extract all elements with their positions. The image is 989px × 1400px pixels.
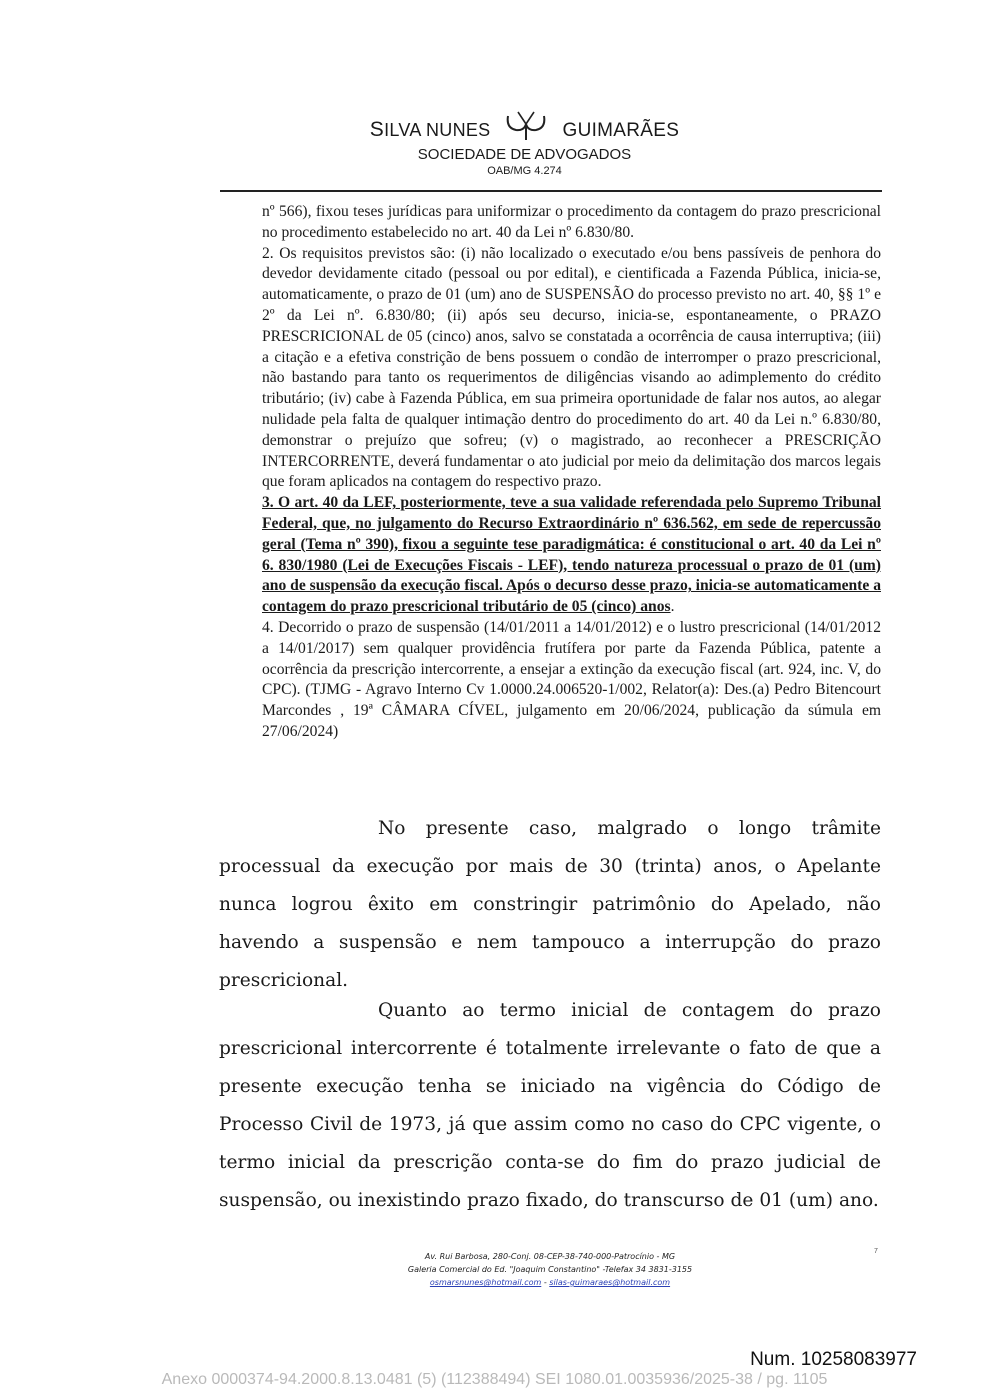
- quote-paragraph-1: 2. Os requisitos previstos são: (i) não localizado o executado e/ou bens passíveis de penhora do devedor devidamente citado (pessoal ou por edital), e cientificada a Fazenda Pública, inicia-se, automaticamente, o prazo de 01 (um) ano de SUSPENSÃO do processo previsto no art. 40, §§ 1º e 2º da Lei nº. 6.830/80; (ii) após seu decurso, inicia-se, espontaneamente, o PRAZO PRESCRICIONAL de 05 (cinco) anos, salvo se constatada a ocorrência de causa interruptiva; (iii) a citação e a efetiva constrição de bens possuem o condão de interromper o prazo prescricional, não bastando para tanto os requerimentos de diligências visando ao adimplemento do crédito tributário; (iv) cabe à Fazenda Pública, em sua primeira oportunidade de falar nos autos, ao alegar nulidade pela falta de qualquer intimação dentro do procedimento do art. 40 da Lei n.º 6.830/80, demonstrar o prejuízo que sofreu; (v) o magistrado, ao reconhecer a PRESCRIÇÃO INTERCORRENTE, deverá fundamentar o ato judicial por meio da delimitação dos marcos legais que foram aplicados na contagem do respectivo prazo.: [262, 244, 881, 491]
- quote-emphasis: 3. O art. 40 da LEF, posteriormente, teve a sua validade referendada pelo Supremo Tribunal Federal, que, no julgamento do Recurso Extraordinário nº 636.562, em sede de repercussão geral (Tema nº 390), fixou a seguinte tese paradigmática: é constitucional o art. 40 da Lei nº 6. 830/1980 (Lei de Execuções Fiscais - LEF), tendo natureza processual o prazo de 01 (um) ano de suspensão da execução fiscal. Após o decurso desse prazo, inicia-se automaticamente a contagem do prazo prescricional tributário de 05 (cinco) anos: [262, 494, 881, 616]
- firm-name-right: GUIMARÃES: [562, 120, 680, 141]
- firm-name-left: SILVA NUNES: [369, 118, 491, 141]
- footer-email-2[interactable]: silas-guimaraes@hotmail.com: [549, 1278, 671, 1287]
- body-paragraph-2: [219, 992, 881, 1220]
- footer-email-separator: -: [541, 1278, 550, 1287]
- footer-emails: [300, 1276, 800, 1289]
- quote-paragraph-2: [262, 493, 881, 618]
- footer-email-1[interactable]: osmarsnunes@hotmail.com: [429, 1278, 542, 1287]
- firm-logo-mark-icon: [504, 108, 548, 142]
- footer-address: Av. Rui Barbosa, 280-Conj. 08-CEP-38-740-000-Patrocínio - MG: [424, 1252, 676, 1261]
- quote-paragraph-0: nº 566), fixou teses jurídicas para uniformizar o procedimento da contagem do prazo prescricional no procedimento estabelecido no art. 40 da Lei nº 6.830/80.: [262, 203, 881, 241]
- annex-stamp: Anexo 0000374-94.2000.8.13.0481 (5) (112388494) SEI 1080.01.0035936/2025-38 / pg. 1105: [161, 1371, 828, 1388]
- body-paragraph-1-text: No presente caso, malgrado o longo trâmite processual da execução por mais de 30 (trinta) anos, o Apelante nunca logrou êxito em constringir patrimônio do Apelado, não havendo a suspensão e nem tampouco a interrupção do prazo prescricional.: [219, 818, 881, 991]
- body-paragraph-1: [219, 810, 881, 1000]
- quote-paragraph-3: 4. Decorrido o prazo de suspensão (14/01/2011 a 14/01/2012) e o lustro prescricional (14/01/2012 a 14/01/2017) sem qualquer providência frutífera por parte da Fazenda Pública, patente a ocorrência da prescrição intercorrente, a ensejar a extinção da execução fiscal (art. 924, inc. V, do CPC). (TJMG - Agravo Interno Cv 1.0000.24.006520-1/002, Relator(a): Des.(a) Pedro Bitencourt Marcondes , 19ª CÂMARA CÍVEL, julgamento em 20/06/2024, publicação da súmula em 27/06/2024): [262, 618, 881, 740]
- header-divider: [220, 190, 882, 192]
- jurisprudence-quote: [262, 202, 881, 743]
- footer-page-number: 7: [874, 1248, 878, 1255]
- firm-name-line: [60, 108, 989, 142]
- document-number-stamp: Num. 10258083977: [750, 1349, 917, 1370]
- quote-emphasis-end: .: [670, 598, 675, 616]
- page-footer: [300, 1250, 800, 1289]
- footer-gallery: Galeria Comercial do Ed. "Joaquim Constantino" -Telefax 34 3831-3155: [407, 1265, 693, 1274]
- body-paragraph-2-text: Quanto ao termo inicial de contagem do prazo prescricional intercorrente é totalmente irrelevante o fato de que a presente execução tenha se iniciado na vigência do Código de Processo Civil de 1973, já que assim como no caso do CPC vigente, o termo inicial da prescrição conta-se do fim do prazo judicial de suspensão, ou inexistindo prazo fixado, do transcurso de 01 (um) ano.: [219, 1000, 881, 1211]
- letterhead: [0, 108, 989, 177]
- firm-subtitle: SOCIEDADE DE ADVOGADOS: [417, 146, 632, 163]
- firm-oab-number: OAB/MG 4.274: [487, 165, 562, 177]
